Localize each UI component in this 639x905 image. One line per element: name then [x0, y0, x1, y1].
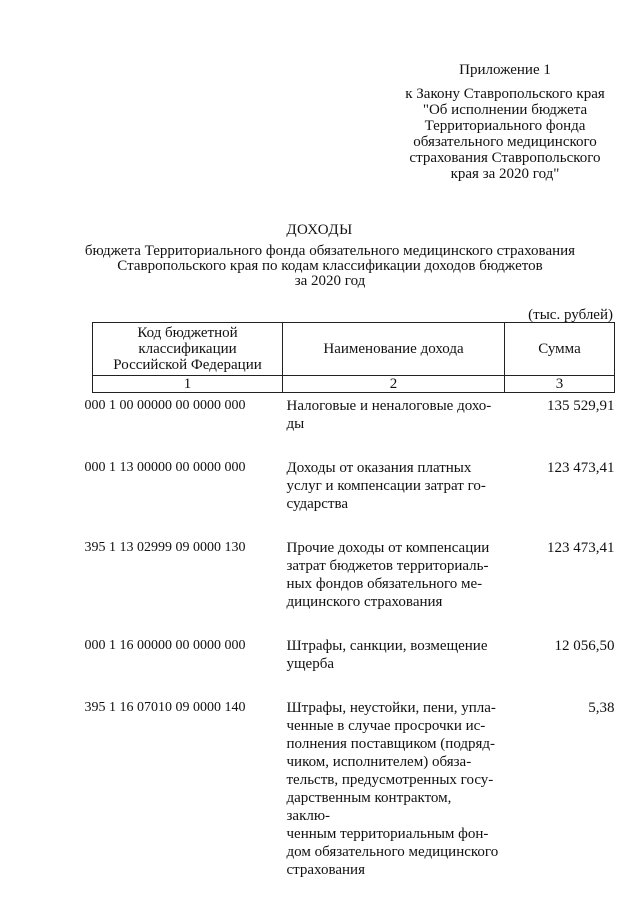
document-subtitle: [60, 244, 600, 289]
row-name: [283, 393, 505, 434]
row-name-line: Прочие доходы от компенсации: [286, 540, 490, 556]
appendix-line: к Закону Ставропольского края: [405, 86, 605, 102]
row-name-line: сударства: [286, 496, 349, 512]
row-name-line: тельств, предусмотренных госу-: [286, 772, 494, 788]
header-code-line: Код бюджетной: [137, 325, 238, 341]
row-code: 000 1 00 00000 00 0000 000: [84, 398, 246, 413]
header-code-line: классификации: [138, 341, 237, 357]
row-code: 000 1 16 00000 00 0000 000: [84, 638, 246, 653]
appendix-line: обязательного медицинского: [413, 134, 597, 150]
table-row: [93, 637, 615, 673]
appendix-line: Территориального фонда: [424, 118, 586, 134]
row-name-line: Штрафы, санкции, возмещение: [286, 638, 488, 654]
row-spacer: [93, 611, 615, 637]
row-amount: 123 473,41: [547, 460, 615, 476]
document-title: ДОХОДЫ: [286, 222, 353, 238]
subtitle-line: за 2020 год: [294, 273, 366, 289]
row-code: 395 1 13 02999 09 0000 130: [84, 540, 246, 555]
table-row: [93, 539, 615, 611]
revenue-table: [84, 322, 615, 879]
row-name-line: Налоговые и неналоговые дохо-: [286, 398, 492, 414]
header-code: [93, 323, 283, 376]
row-name-line: чиком, исполнителем) обяза-: [286, 754, 472, 770]
row-name-line: Доходы от оказания платных: [286, 460, 472, 476]
table-row: [93, 699, 615, 879]
row-name-line: ченным территориальным фон-: [286, 826, 489, 842]
row-name-line: услуг и компенсации затрат го-: [286, 478, 486, 494]
column-number: 2: [283, 376, 505, 393]
row-name: [283, 459, 505, 513]
header-code-line: Российской Федерации: [113, 357, 262, 373]
row-name-line: дицинского страхования: [286, 594, 443, 610]
subtitle-line: Ставропольского края по кодам классификации доходов бюджетов: [117, 258, 543, 274]
row-amount: 123 473,41: [547, 540, 615, 556]
appendix-title: Приложение 1: [459, 62, 551, 78]
row-name-line: дарственным контрактом, заклю-: [286, 790, 452, 824]
appendix-line: страхования Ставропольского: [409, 150, 601, 166]
row-code: 395 1 16 07010 09 0000 140: [84, 700, 246, 715]
row-spacer: [93, 513, 615, 539]
row-amount: 12 056,50: [554, 638, 615, 654]
header-amount: Сумма: [505, 323, 615, 376]
appendix-line: края за 2020 год": [450, 166, 560, 182]
row-spacer: [93, 673, 615, 699]
row-amount: 135 529,91: [547, 398, 615, 414]
units-label: (тыс. рублей): [528, 307, 613, 323]
column-number: 1: [93, 376, 283, 393]
row-name: [283, 637, 505, 673]
column-number: 3: [505, 376, 615, 393]
table-row: [93, 393, 615, 434]
row-name-line: страхования: [286, 862, 365, 878]
row-name-line: Штрафы, неустойки, пени, упла-: [286, 700, 496, 716]
row-name-line: ущерба: [286, 656, 334, 672]
row-name: [283, 699, 505, 879]
row-name-line: затрат бюджетов территориаль-: [286, 558, 489, 574]
header-name: Наименование дохода: [283, 323, 505, 376]
row-name-line: ных фондов обязательного ме-: [286, 576, 483, 592]
appendix-line: "Об исполнении бюджета: [422, 102, 588, 118]
row-name: [283, 539, 505, 611]
table-row: [93, 459, 615, 513]
row-amount: 5,38: [588, 700, 615, 716]
subtitle-line: бюджета Территориального фонда обязательного медицинского страхования: [84, 243, 576, 259]
row-name-line: ченные в случае просрочки ис-: [286, 718, 486, 734]
appendix-header: [380, 62, 630, 182]
row-spacer: [93, 433, 615, 459]
row-name-line: ды: [286, 416, 305, 432]
row-name-line: полнения поставщиком (подряд-: [286, 736, 496, 752]
row-code: 000 1 13 00000 00 0000 000: [84, 460, 246, 475]
row-name-line: дом обязательного медицинского: [286, 844, 499, 860]
